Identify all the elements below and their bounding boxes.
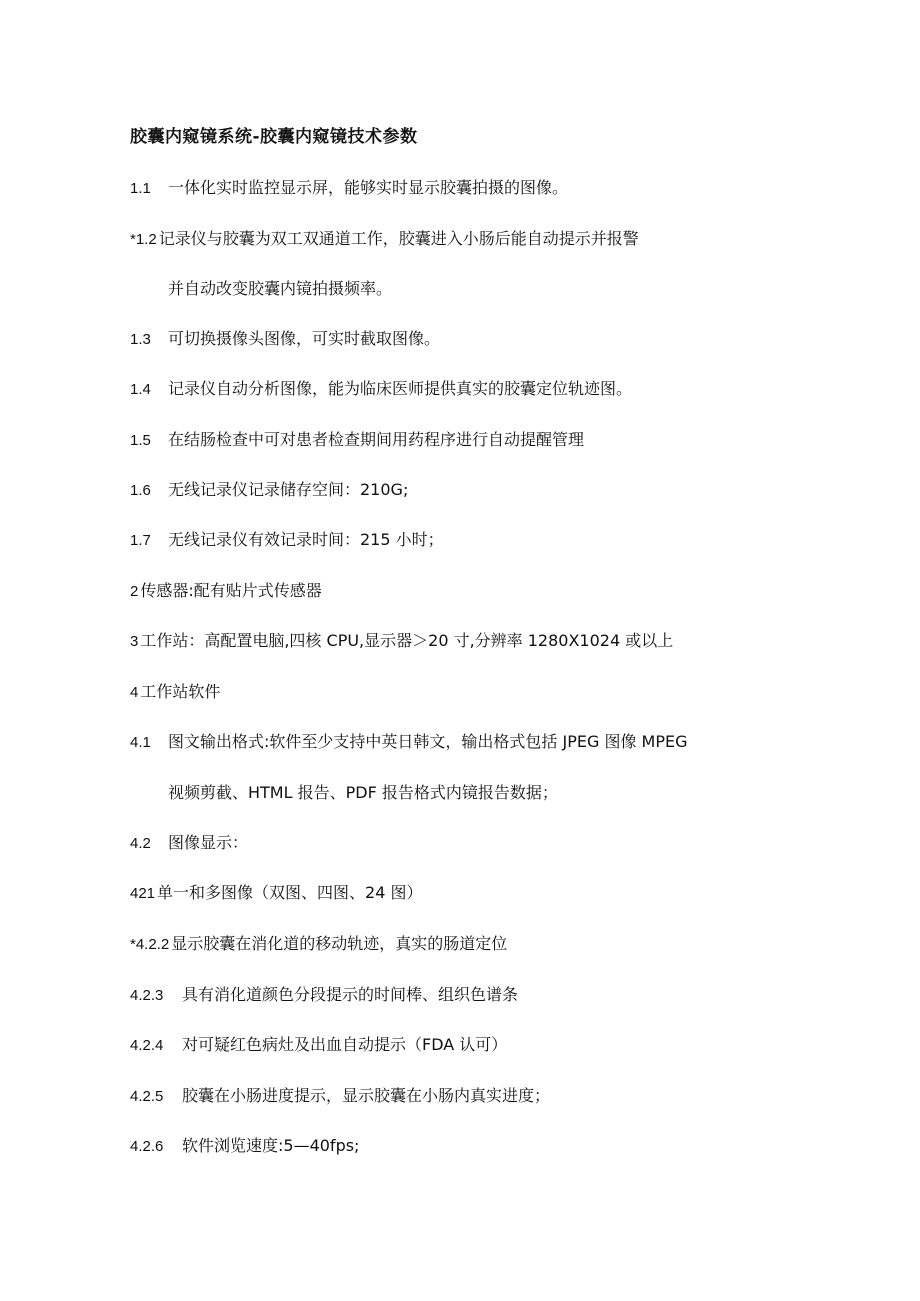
- spec-number: 4.2.5: [130, 1088, 164, 1105]
- spec-text: 具有消化道颜色分段提示的时间棒、组织色谱条: [182, 985, 519, 1004]
- spec-line-1-3: [130, 328, 440, 351]
- spec-line-1-2: [130, 228, 639, 251]
- spec-number: 4: [130, 684, 139, 701]
- spec-number: 4.1: [130, 734, 151, 751]
- spec-text: 工作站：高配置电脑,四核 CPU,显示器＞20 寸,分辨率 1280X1024 或以上: [140, 631, 674, 650]
- spec-number: 1.4: [130, 381, 151, 398]
- spec-number: 421: [130, 885, 156, 902]
- spec-line-4-1-cont: [168, 782, 558, 804]
- spec-line-1-6: [130, 479, 408, 502]
- spec-line-4-2: [130, 832, 248, 855]
- spec-text: 软件浏览速度:5—40fps;: [182, 1136, 360, 1155]
- spec-text: 无线记录仪有效记录时间：215 小时；: [168, 530, 444, 549]
- spec-number: 1.5: [130, 432, 151, 449]
- spec-number: 3: [130, 633, 139, 650]
- spec-text: 无线记录仪记录储存空间：210G;: [168, 480, 409, 499]
- spec-line-1-1: [130, 177, 568, 200]
- spec-number: 1.7: [130, 532, 151, 549]
- spec-line-1-4: [130, 378, 632, 401]
- spec-text: 并自动改变胶囊内镜拍摄频率。: [168, 279, 393, 298]
- spec-text: 可切换摄像头图像，可实时截取图像。: [168, 329, 441, 348]
- spec-line-4-2-2: [130, 933, 507, 956]
- spec-line-1-7: [130, 529, 444, 552]
- spec-number: *4.2.2: [130, 936, 170, 953]
- spec-number: 4.2.6: [130, 1138, 164, 1155]
- spec-text: 一体化实时监控显示屏，能够实时显示胶囊拍摄的图像。: [168, 178, 569, 197]
- spec-line-4-2-1: [130, 882, 422, 905]
- spec-number: 4.2.3: [130, 987, 164, 1004]
- spec-text: 单一和多图像（双图、四图、24 图）: [157, 883, 423, 902]
- spec-number: 1.1: [130, 180, 151, 197]
- spec-text: 工作站软件: [140, 682, 221, 701]
- spec-text: 记录仪自动分析图像，能为临床医师提供真实的胶囊定位轨迹图。: [168, 379, 633, 398]
- spec-line-4-2-5: [130, 1085, 550, 1108]
- spec-line-4-1: [130, 731, 688, 754]
- spec-number: 1.3: [130, 331, 151, 348]
- spec-line-4-2-4: [130, 1034, 507, 1057]
- spec-text: 图文输出格式:软件至少支持中英日韩文，输出格式包括 JPEG 图像 MPEG: [168, 732, 688, 751]
- spec-text: 视频剪截、HTML 报告、PDF 报告格式内镜报告数据；: [168, 783, 558, 802]
- spec-text: 传感器:配有贴片式传感器: [140, 581, 322, 600]
- spec-text: 显示胶囊在消化道的移动轨迹，真实的肠道定位: [171, 934, 508, 953]
- spec-number: *1.2: [130, 231, 157, 248]
- spec-line-2: [130, 580, 322, 603]
- spec-number: 4.2.4: [130, 1037, 164, 1054]
- spec-text: 图像显示：: [168, 833, 249, 852]
- spec-text: 记录仪与胶囊为双工双通道工作，胶囊进入小肠后能自动提示并报警: [158, 229, 639, 248]
- spec-number: 4.2: [130, 835, 151, 852]
- spec-line-4-2-6: [130, 1135, 359, 1158]
- spec-line-1-2-cont: [168, 278, 392, 300]
- document-title: 胶囊内窥镜系统-胶囊内窥镜技术参数: [130, 127, 418, 147]
- spec-text: 胶囊在小肠进度提示，显示胶囊在小肠内真实进度；: [182, 1086, 551, 1105]
- spec-line-4: [130, 681, 220, 704]
- spec-line-4-2-3: [130, 984, 518, 1007]
- spec-text: 对可疑红色病灶及出血自动提示（FDA 认可）: [182, 1035, 508, 1054]
- spec-line-1-5: [130, 429, 584, 452]
- spec-number: 1.6: [130, 482, 151, 499]
- spec-number: 2: [130, 583, 139, 600]
- spec-line-3: [130, 630, 673, 653]
- spec-text: 在结肠检查中可对患者检查期间用药程序进行自动提醒管理: [168, 430, 585, 449]
